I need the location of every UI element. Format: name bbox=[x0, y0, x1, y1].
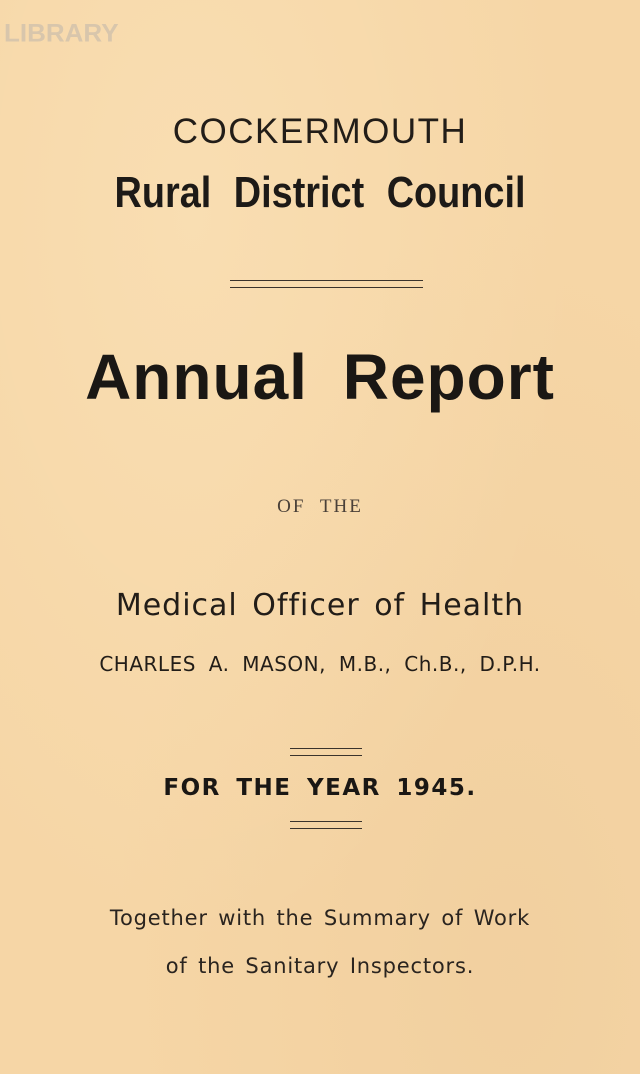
place-name: COCKERMOUTH bbox=[172, 112, 468, 151]
summary-line-2: of the Sanitary Inspectors. bbox=[165, 954, 475, 978]
council-name: Rural District Council bbox=[114, 168, 526, 217]
of-the-text: OF THE bbox=[277, 496, 363, 517]
library-stamp: LIBRARY bbox=[4, 18, 119, 48]
report-title: Annual Report bbox=[85, 341, 555, 413]
double-rule-divider-lower bbox=[290, 821, 362, 829]
officer-title: Medical Officer of Health bbox=[115, 588, 525, 623]
double-rule-divider-upper bbox=[290, 748, 362, 756]
officer-name: CHARLES A. MASON, M.B., Ch.B., D.P.H. bbox=[99, 652, 541, 676]
double-rule-divider bbox=[230, 280, 423, 288]
summary-line-1: Together with the Summary of Work bbox=[109, 906, 531, 930]
report-year: FOR THE YEAR 1945. bbox=[163, 775, 477, 801]
